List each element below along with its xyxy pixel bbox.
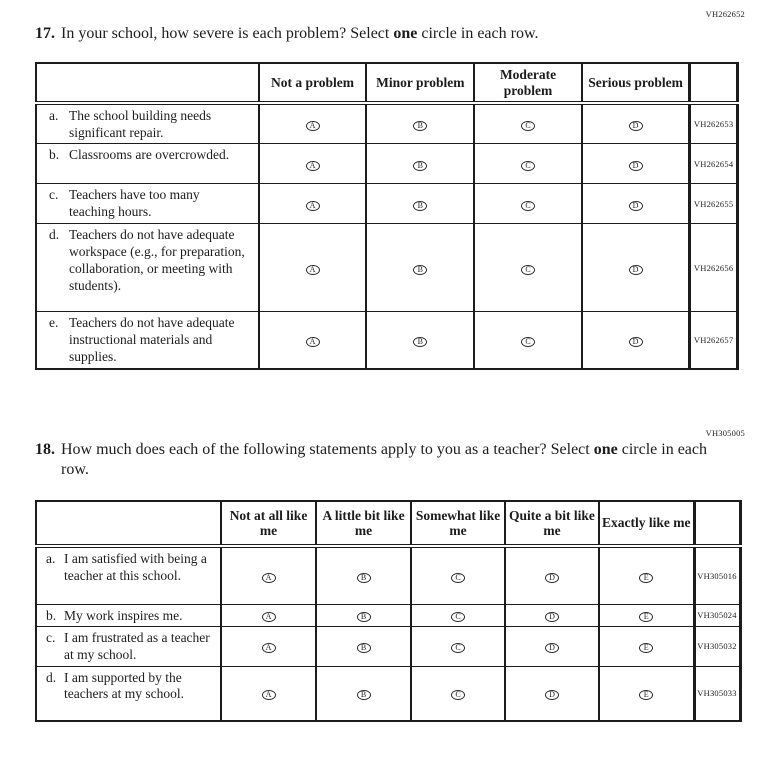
statement-cell — [36, 546, 221, 604]
question-17-text-bold: one — [393, 25, 418, 42]
option-circle-b[interactable]: B — [413, 337, 427, 347]
option-cell — [582, 224, 690, 312]
statement-header-cell — [36, 63, 259, 103]
option-circle-c[interactable]: C — [521, 121, 535, 131]
question-18-text — [61, 440, 735, 479]
question-17-prompt — [35, 24, 735, 44]
table-row — [36, 184, 738, 224]
option-circle-d[interactable]: D — [545, 612, 559, 622]
option-circle-a[interactable]: A — [306, 161, 320, 171]
option-cell — [366, 312, 474, 369]
option-circle-d[interactable]: D — [629, 161, 643, 171]
table-row — [36, 103, 738, 144]
column-header-somewhat-like-me: Somewhat like me — [411, 501, 505, 546]
option-cell — [505, 666, 599, 721]
statement-cell — [36, 184, 259, 224]
option-circle-e[interactable]: E — [639, 690, 653, 700]
question-18-text-before: How much does each of the following statements apply to you as a teacher? Select — [61, 441, 594, 458]
option-circle-c[interactable]: C — [521, 337, 535, 347]
option-circle-d[interactable]: D — [629, 201, 643, 211]
option-circle-b[interactable]: B — [357, 573, 371, 583]
option-cell — [221, 627, 316, 666]
option-cell — [411, 546, 505, 604]
row-code: VH262654 — [690, 144, 738, 184]
column-header-minor-problem: Minor problem — [366, 63, 474, 103]
statement-cell — [36, 604, 221, 627]
option-cell — [582, 144, 690, 184]
question-18-prompt — [35, 440, 735, 479]
row-letter: d. — [49, 227, 60, 243]
statement-cell — [36, 666, 221, 721]
column-header-exactly-like-me: Exactly like me — [599, 501, 694, 546]
option-cell — [582, 312, 690, 369]
option-circle-a[interactable]: A — [262, 690, 276, 700]
option-circle-b[interactable]: B — [413, 121, 427, 131]
option-circle-c[interactable]: C — [451, 643, 465, 653]
question-18-accession-code: VH305005 — [705, 428, 745, 438]
option-circle-c[interactable]: C — [521, 201, 535, 211]
row-letter: e. — [49, 315, 59, 331]
option-cell — [366, 224, 474, 312]
option-cell — [411, 627, 505, 666]
row-statement: I am frustrated as a teacher at my school. — [64, 630, 210, 662]
option-circle-e[interactable]: E — [639, 643, 653, 653]
option-circle-d[interactable]: D — [545, 643, 559, 653]
option-cell — [474, 224, 582, 312]
row-statement: Classrooms are overcrowded. — [69, 147, 230, 163]
option-cell — [366, 144, 474, 184]
statement-cell — [36, 103, 259, 144]
question-17-text-before: In your school, how severe is each problem? Select — [61, 25, 394, 42]
option-circle-d[interactable]: D — [629, 337, 643, 347]
row-code: VH305033 — [694, 666, 740, 721]
row-code: VH262656 — [690, 224, 738, 312]
code-header-cell — [690, 63, 738, 103]
table-row — [36, 546, 740, 604]
statement-cell — [36, 144, 259, 184]
option-cell — [505, 627, 599, 666]
row-statement: Teachers have too many teaching hours. — [69, 187, 200, 220]
option-cell — [474, 312, 582, 369]
option-cell — [505, 546, 599, 604]
option-cell — [316, 666, 411, 721]
row-code: VH305032 — [694, 627, 740, 666]
option-circle-c[interactable]: C — [451, 690, 465, 700]
option-circle-d[interactable]: D — [545, 690, 559, 700]
option-cell — [259, 103, 367, 144]
table-row — [36, 604, 740, 627]
option-circle-a[interactable]: A — [306, 201, 320, 211]
option-circle-d[interactable]: D — [629, 121, 643, 131]
option-circle-b[interactable]: B — [413, 161, 427, 171]
option-cell — [259, 312, 367, 369]
question-17-text — [61, 24, 735, 44]
row-letter: b. — [46, 607, 57, 623]
row-statement: I am supported by the teachers at my school. — [64, 669, 184, 702]
option-circle-a[interactable]: A — [306, 121, 320, 131]
question-17-number: 17. — [35, 25, 55, 42]
option-circle-b[interactable]: B — [357, 690, 371, 700]
option-cell — [316, 546, 411, 604]
row-letter: d. — [46, 669, 57, 685]
option-cell — [316, 604, 411, 627]
option-circle-a[interactable]: A — [306, 337, 320, 347]
option-cell — [259, 224, 367, 312]
option-circle-e[interactable]: E — [639, 573, 653, 583]
option-circle-b[interactable]: B — [413, 265, 427, 275]
question-17-table — [35, 62, 739, 370]
option-circle-c[interactable]: C — [451, 612, 465, 622]
option-cell — [221, 666, 316, 721]
question-18-number: 18. — [35, 441, 55, 458]
option-circle-b[interactable]: B — [357, 643, 371, 653]
row-code: VH262655 — [690, 184, 738, 224]
option-circle-b[interactable]: B — [413, 201, 427, 211]
column-header-quite-a-bit-like-me: Quite a bit like me — [505, 501, 599, 546]
option-cell — [582, 103, 690, 144]
row-letter: a. — [46, 551, 56, 566]
row-letter: c. — [46, 630, 56, 646]
option-circle-a[interactable]: A — [262, 643, 276, 653]
question-18-text-after: circle in each row. — [61, 441, 707, 478]
statement-cell — [36, 224, 259, 312]
row-code: VH305024 — [694, 604, 740, 627]
question-18-text-bold: one — [593, 441, 618, 458]
statement-cell — [36, 312, 259, 369]
option-cell — [599, 546, 694, 604]
row-code: VH262653 — [690, 103, 738, 144]
option-cell — [599, 604, 694, 627]
option-cell — [259, 144, 367, 184]
column-header-a-little-bit-like-me: A little bit like me — [316, 501, 411, 546]
question-17-accession-code: VH262652 — [705, 9, 745, 19]
option-cell — [599, 666, 694, 721]
option-cell — [366, 184, 474, 224]
table-row — [36, 666, 740, 721]
row-statement: Teachers do not have adequate workspace (e.g., for preparation, collaboration, or meeting with students). — [69, 227, 245, 293]
question-17-text-after: circle in each row. — [417, 25, 539, 42]
row-statement: I am satisfied with being a teacher at this school. — [64, 551, 207, 583]
option-circle-c[interactable]: C — [521, 265, 535, 275]
option-cell — [474, 103, 582, 144]
question-18-table — [35, 500, 742, 722]
table-row — [36, 144, 738, 184]
code-header-cell — [694, 501, 740, 546]
row-code: VH262657 — [690, 312, 738, 369]
table-header-row — [36, 63, 738, 103]
option-circle-a[interactable]: A — [262, 573, 276, 583]
option-cell — [366, 103, 474, 144]
row-letter: b. — [49, 147, 60, 163]
column-header-not-a-problem: Not a problem — [259, 63, 367, 103]
option-cell — [505, 604, 599, 627]
option-circle-c[interactable]: C — [451, 573, 465, 583]
option-cell — [474, 184, 582, 224]
table-row — [36, 627, 740, 666]
option-cell — [411, 604, 505, 627]
option-circle-a[interactable]: A — [262, 612, 276, 622]
statement-header-cell — [36, 501, 221, 546]
table-header-row — [36, 501, 740, 546]
row-statement: The school building needs significant repair. — [69, 108, 212, 140]
table-row — [36, 312, 738, 369]
option-cell — [599, 627, 694, 666]
row-code: VH305016 — [694, 546, 740, 604]
option-circle-b[interactable]: B — [357, 612, 371, 622]
row-letter: a. — [49, 108, 59, 123]
option-cell — [474, 144, 582, 184]
option-cell — [259, 184, 367, 224]
option-cell — [221, 546, 316, 604]
table-row — [36, 224, 738, 312]
column-header-moderate-problem: Moderate problem — [474, 63, 582, 103]
option-cell — [582, 184, 690, 224]
option-circle-e[interactable]: E — [639, 612, 653, 622]
option-cell — [316, 627, 411, 666]
option-cell — [221, 604, 316, 627]
row-statement: My work inspires me. — [64, 607, 183, 623]
row-statement: Teachers do not have adequate instructional materials and supplies. — [69, 315, 235, 364]
option-circle-c[interactable]: C — [521, 161, 535, 171]
row-letter: c. — [49, 187, 59, 203]
statement-cell — [36, 627, 221, 666]
option-circle-d[interactable]: D — [629, 265, 643, 275]
option-cell — [411, 666, 505, 721]
option-circle-d[interactable]: D — [545, 573, 559, 583]
column-header-serious-problem: Serious problem — [582, 63, 690, 103]
column-header-not-at-all-like-me: Not at all like me — [221, 501, 316, 546]
option-circle-a[interactable]: A — [306, 265, 320, 275]
